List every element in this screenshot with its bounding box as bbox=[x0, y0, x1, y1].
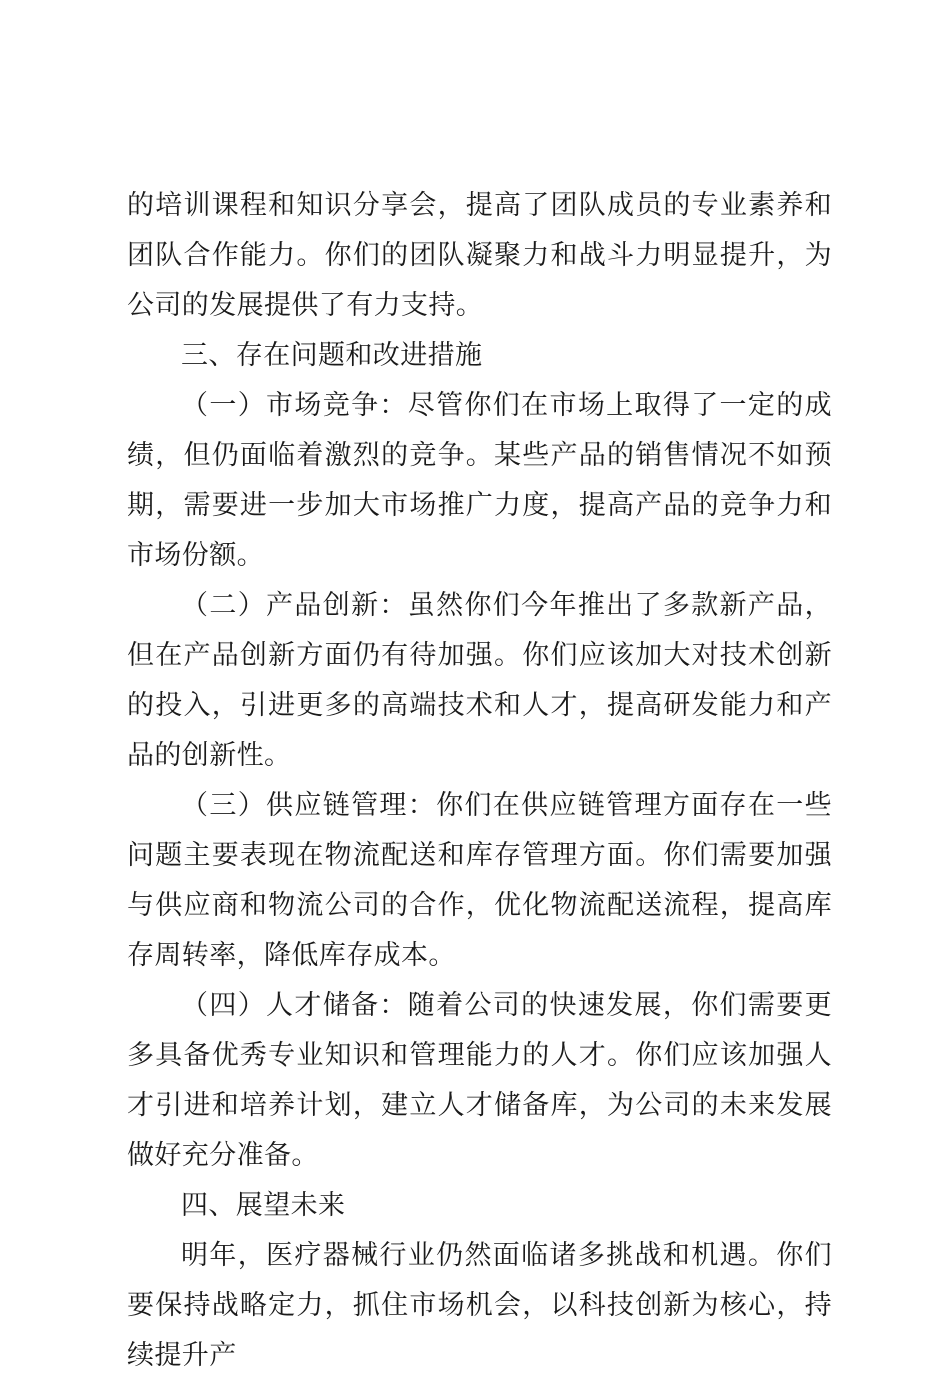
paragraph-product-innovation: （二）产品创新：虽然你们今年推出了多款新产品，但在产品创新方面仍有待加强。你们应该加大对技术创新的投入，引进更多的高端技术和人才，提高研发能力和产品的创新性。 bbox=[127, 590, 832, 771]
paragraph-talent-reserve: （四）人才储备：随着公司的快速发展，你们需要更多具备优秀专业知识和管理能力的人才。你们应该加强人才引进和培养计划，建立人才储备库，为公司的未来发展做好充分准备。 bbox=[127, 990, 832, 1171]
paragraph-next-year: 明年，医疗器械行业仍然面临诸多挑战和机遇。你们要保持战略定力，抓住市场机会，以科技创新为核心，持续提升产 bbox=[127, 1240, 832, 1371]
document-body bbox=[127, 181, 832, 1381]
paragraph-market-competition: （一）市场竞争：尽管你们在市场上取得了一定的成绩，但仍面临着激烈的竞争。某些产品的销售情况不如预期，需要进一步加大市场推广力度，提高产品的竞争力和市场份额。 bbox=[127, 390, 832, 571]
section-heading-problems: 三、存在问题和改进措施 bbox=[181, 340, 483, 371]
paragraph-team-building: 的培训课程和知识分享会，提高了团队成员的专业素养和团队合作能力。你们的团队凝聚力和战斗力明显提升，为公司的发展提供了有力支持。 bbox=[127, 190, 832, 321]
paragraph-supply-chain: （三）供应链管理：你们在供应链管理方面存在一些问题主要表现在物流配送和库存管理方面。你们需要加强与供应商和物流公司的合作，优化物流配送流程，提高库存周转率，降低库存成本。 bbox=[127, 790, 832, 971]
section-heading-outlook: 四、展望未来 bbox=[181, 1190, 346, 1221]
